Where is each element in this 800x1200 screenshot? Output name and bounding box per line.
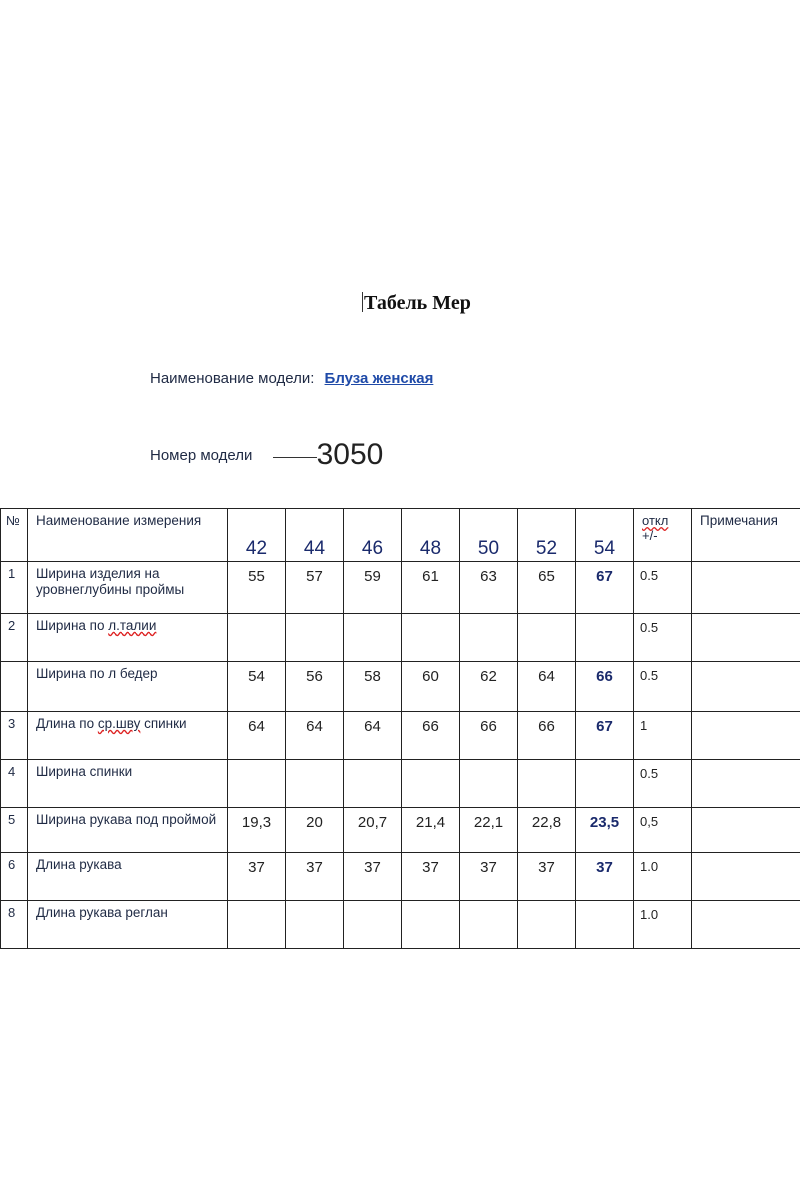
size-value: 22,8 [518, 808, 576, 853]
size-value: 37 [344, 853, 402, 901]
tolerance-value: 0.5 [634, 760, 692, 808]
row-number: 6 [1, 853, 28, 901]
size-value [460, 614, 518, 662]
model-number-underline [273, 457, 317, 458]
header-tolerance-line-2: +/- [642, 528, 658, 543]
size-value [402, 901, 460, 949]
size-value [460, 901, 518, 949]
measure-name [28, 662, 228, 712]
measure-name-part: Ширина изделия на уровне [36, 566, 160, 597]
size-value: 59 [344, 562, 402, 614]
size-value [344, 901, 402, 949]
size-value: 37 [402, 853, 460, 901]
size-value [576, 760, 634, 808]
size-value: 23,5 [576, 808, 634, 853]
size-value: 66 [518, 712, 576, 760]
row-number [1, 662, 28, 712]
size-value [286, 901, 344, 949]
measure-name [28, 901, 228, 949]
table-row [1, 614, 800, 662]
size-value [518, 901, 576, 949]
size-value [576, 614, 634, 662]
row-number: 1 [1, 562, 28, 614]
header-size: 54 [576, 509, 634, 562]
measure-name-part: Ширина по [36, 618, 109, 633]
header-tolerance [634, 509, 692, 562]
table-row [1, 760, 800, 808]
size-value [518, 760, 576, 808]
table-header-row [1, 509, 800, 562]
size-value [402, 760, 460, 808]
size-value [286, 614, 344, 662]
table-row [1, 662, 800, 712]
measure-name-part: Ширина по л бедер [36, 666, 158, 681]
header-number: № [1, 509, 28, 562]
size-value: 21,4 [402, 808, 460, 853]
tolerance-value: 0.5 [634, 662, 692, 712]
text-cursor [362, 292, 363, 312]
tolerance-value: 0.5 [634, 614, 692, 662]
model-name-value: Блуза женская [324, 370, 434, 387]
measure-name-part: л.талии [108, 618, 157, 633]
size-value: 63 [460, 562, 518, 614]
measure-name [28, 760, 228, 808]
tolerance-value: 1.0 [634, 901, 692, 949]
size-value: 57 [286, 562, 344, 614]
size-value [576, 901, 634, 949]
size-value [344, 760, 402, 808]
size-value: 61 [402, 562, 460, 614]
size-value: 64 [518, 662, 576, 712]
measure-name-part: Длина по [36, 716, 98, 731]
note-cell [692, 614, 800, 662]
size-value: 62 [460, 662, 518, 712]
size-value: 67 [576, 712, 634, 760]
measure-name-part: Длина рукава реглан [36, 905, 168, 920]
size-value: 37 [286, 853, 344, 901]
note-cell [692, 901, 800, 949]
model-number-label: Номер модели [150, 447, 253, 464]
note-cell [692, 662, 800, 712]
size-value: 19,3 [228, 808, 286, 853]
note-cell [692, 853, 800, 901]
size-value [228, 760, 286, 808]
measure-name [28, 562, 228, 614]
model-number-value: 3050 [316, 438, 384, 471]
header-size: 52 [518, 509, 576, 562]
size-value: 37 [576, 853, 634, 901]
row-number: 4 [1, 760, 28, 808]
measure-name-part: ср.шву [97, 716, 141, 731]
size-value: 37 [228, 853, 286, 901]
note-cell [692, 562, 800, 614]
size-value [402, 614, 460, 662]
page-title [362, 292, 471, 315]
size-value: 56 [286, 662, 344, 712]
note-cell [692, 760, 800, 808]
header-size: 42 [228, 509, 286, 562]
size-value: 55 [228, 562, 286, 614]
table-row [1, 712, 800, 760]
note-cell [692, 712, 800, 760]
size-value: 58 [344, 662, 402, 712]
measure-name-part: глубины проймы [79, 582, 185, 597]
measure-name-part: спинки [140, 716, 187, 731]
header-measure-name: Наименование измерения [28, 509, 228, 562]
header-size: 50 [460, 509, 518, 562]
size-value: 65 [518, 562, 576, 614]
model-name-label: Наименование модели: [150, 370, 315, 387]
note-cell [692, 808, 800, 853]
size-value: 54 [228, 662, 286, 712]
tolerance-value: 0,5 [634, 808, 692, 853]
table-row [1, 562, 800, 614]
model-name-row [150, 370, 433, 387]
size-value [344, 614, 402, 662]
row-number: 3 [1, 712, 28, 760]
measure-name-part: Ширина рукава под проймой [36, 812, 217, 827]
model-number-row [150, 438, 383, 472]
size-value: 64 [228, 712, 286, 760]
size-value: 66 [402, 712, 460, 760]
header-size: 46 [344, 509, 402, 562]
row-number: 2 [1, 614, 28, 662]
size-value: 67 [576, 562, 634, 614]
header-notes: Примечания [692, 509, 800, 562]
size-value [286, 760, 344, 808]
page-title-text: Табель Мер [364, 292, 471, 314]
tolerance-value: 1 [634, 712, 692, 760]
size-value [460, 760, 518, 808]
measure-name-part: Ширина спинки [36, 764, 133, 779]
measure-name [28, 712, 228, 760]
size-value: 20 [286, 808, 344, 853]
size-value [228, 614, 286, 662]
table-row [1, 901, 800, 949]
size-value: 37 [518, 853, 576, 901]
size-value: 66 [460, 712, 518, 760]
tolerance-value: 0.5 [634, 562, 692, 614]
table-body [1, 562, 800, 949]
measurement-table [0, 508, 800, 949]
measure-name [28, 614, 228, 662]
size-value: 37 [460, 853, 518, 901]
size-value: 60 [402, 662, 460, 712]
size-value [228, 901, 286, 949]
header-size: 48 [402, 509, 460, 562]
size-value: 66 [576, 662, 634, 712]
size-value: 20,7 [344, 808, 402, 853]
size-value: 64 [344, 712, 402, 760]
measure-name [28, 808, 228, 853]
table-row [1, 853, 800, 901]
header-size: 44 [286, 509, 344, 562]
measure-name [28, 853, 228, 901]
row-number: 8 [1, 901, 28, 949]
size-value [518, 614, 576, 662]
measure-name-part: Длина рукава [36, 857, 122, 872]
size-value: 22,1 [460, 808, 518, 853]
tolerance-value: 1.0 [634, 853, 692, 901]
header-tolerance-line-1: откл [642, 513, 669, 528]
row-number: 5 [1, 808, 28, 853]
size-value: 64 [286, 712, 344, 760]
table-row [1, 808, 800, 853]
